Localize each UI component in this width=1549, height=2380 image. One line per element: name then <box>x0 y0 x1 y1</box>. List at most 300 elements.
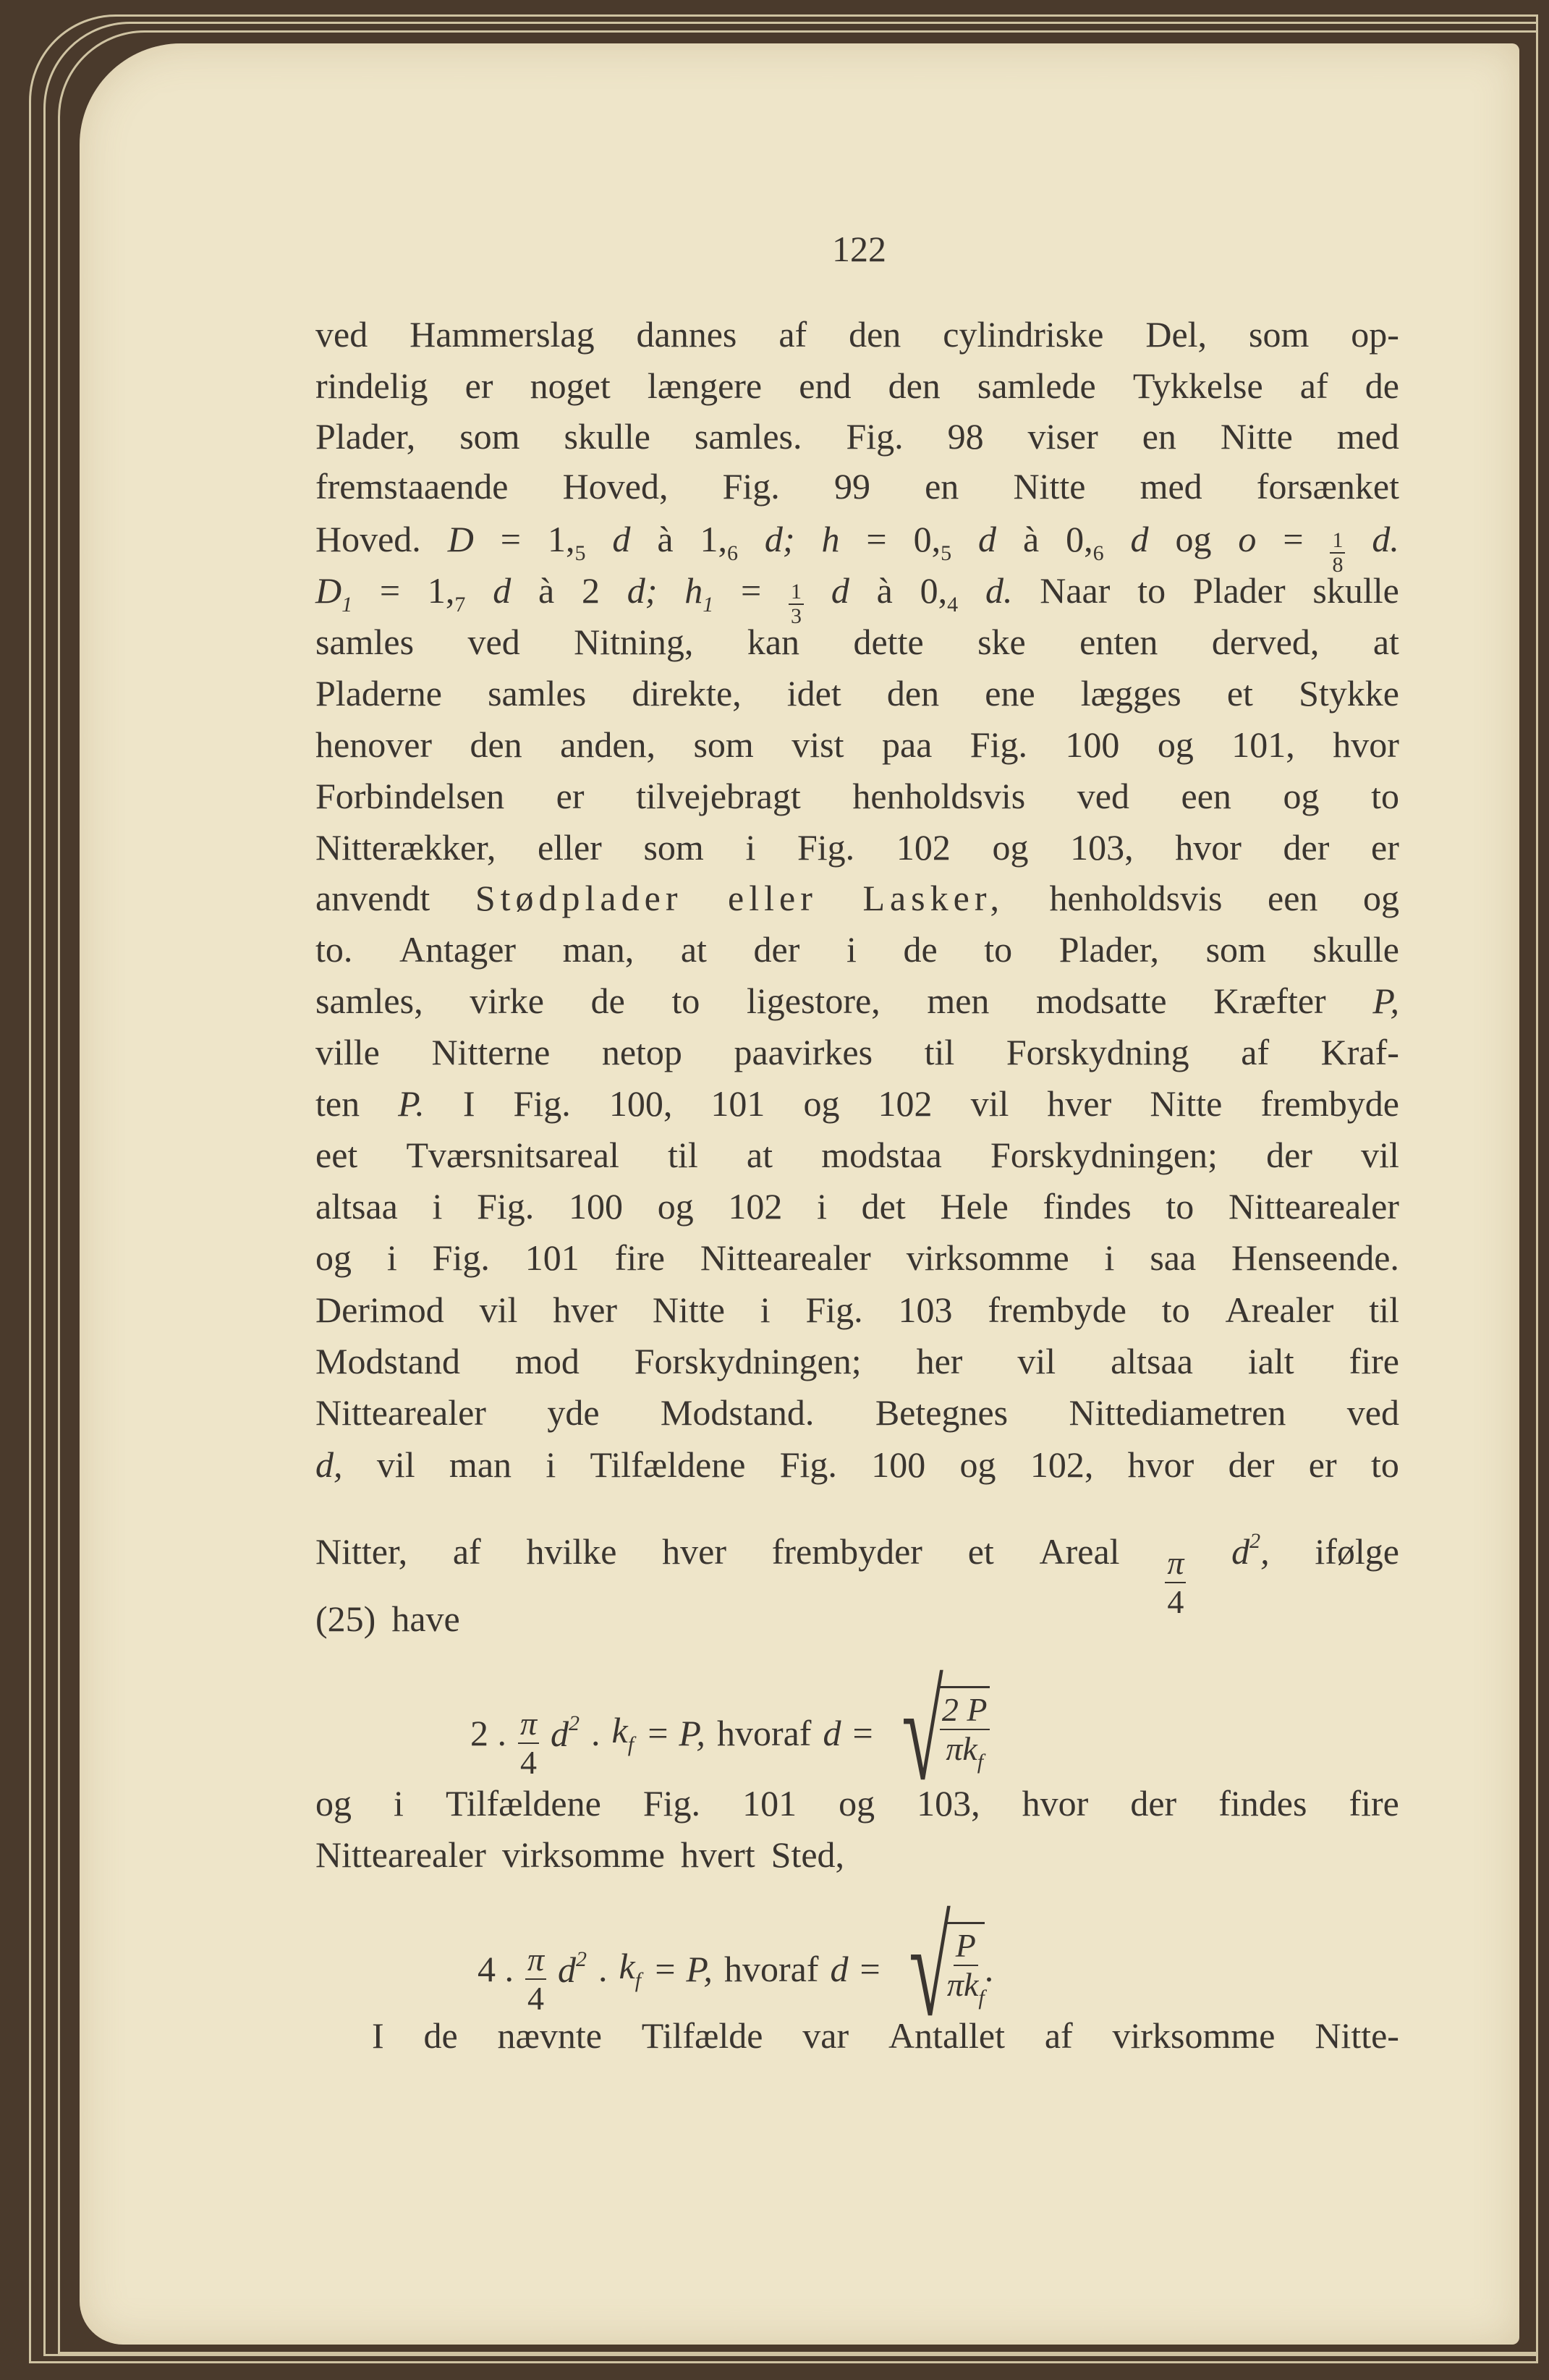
subscript: 7 <box>454 593 466 617</box>
word: og <box>1175 519 1212 559</box>
word: virke <box>470 981 544 1021</box>
word: og <box>1362 878 1399 918</box>
exponent: 2 <box>569 1711 580 1735</box>
word: og <box>992 827 1029 868</box>
word: modsatte <box>1036 981 1167 1021</box>
word: Fig. <box>846 416 904 457</box>
math-token: d; <box>764 519 795 559</box>
word: 101 <box>525 1237 580 1278</box>
subscript: f <box>635 1968 642 1992</box>
d: d <box>830 1949 849 1989</box>
word: ved <box>467 622 520 662</box>
word: 100 <box>1065 724 1120 765</box>
math-token: $0,_5$ <box>913 519 952 565</box>
math-token: $0,_4$ <box>920 570 959 617</box>
word: (25) <box>315 1598 376 1639</box>
word: længere <box>647 365 763 406</box>
word: i <box>432 1186 443 1227</box>
math-token: $h_1$ <box>684 570 714 617</box>
word: 103 <box>898 1289 953 1330</box>
denominator <box>946 1730 983 1781</box>
word: viser <box>1027 416 1098 457</box>
word: frembyde <box>1260 1083 1399 1124</box>
word: og <box>1157 724 1194 765</box>
word: den <box>849 314 901 355</box>
word: 100 <box>569 1186 623 1227</box>
word: = <box>866 519 887 559</box>
text-line <box>315 617 1399 667</box>
word: fire <box>1349 1341 1399 1381</box>
word: end <box>799 365 852 406</box>
word: to. <box>315 929 353 970</box>
word: 103, <box>1070 827 1134 868</box>
word: 101, <box>1231 724 1295 765</box>
word: virksomme <box>906 1237 1069 1278</box>
word: og <box>959 1444 996 1485</box>
word: til <box>1369 1289 1399 1330</box>
word: hvor <box>1022 1783 1089 1824</box>
text-line <box>315 1130 1399 1180</box>
word: 103, <box>917 1783 980 1824</box>
denominator: 4 <box>520 1744 538 1781</box>
word: henholdsvis <box>852 776 1026 816</box>
math-token: d, <box>315 1444 343 1485</box>
word: hvilke <box>526 1531 617 1572</box>
word: hver <box>553 1289 618 1330</box>
word: de <box>590 981 625 1021</box>
word: I <box>372 2015 384 2056</box>
text-line <box>315 565 1399 628</box>
word: Tilfældene <box>590 1444 746 1485</box>
word: Forbindelsen <box>315 776 505 816</box>
word: den <box>470 724 522 765</box>
word: 102 <box>878 1083 933 1124</box>
math-token: d <box>493 570 512 611</box>
math-token: d; <box>627 570 658 611</box>
word: er <box>556 776 585 816</box>
subscript: 6 <box>1092 541 1104 565</box>
word: Plader, <box>315 416 416 457</box>
word: i <box>1104 1237 1115 1278</box>
word: Modstand <box>315 1341 460 1381</box>
word: Nittearealer <box>700 1237 871 1278</box>
numerator: P <box>954 1927 978 1966</box>
word: vil <box>970 1083 1009 1124</box>
word: 102 <box>728 1186 783 1227</box>
math-token: d <box>831 570 849 611</box>
word: er <box>1308 1444 1337 1485</box>
text-line <box>315 822 1399 873</box>
word: og <box>839 1783 875 1824</box>
math-token: eller <box>728 878 818 918</box>
word: 102 <box>896 827 951 868</box>
subscript: f <box>977 1749 984 1774</box>
word: Hoved, <box>562 466 669 507</box>
word: à <box>1022 519 1040 559</box>
word: virksomme <box>1112 2015 1276 2056</box>
math-token: d <box>612 519 631 559</box>
word: to <box>1161 1289 1190 1330</box>
word: rindelig <box>315 365 428 406</box>
word: at <box>1372 622 1399 662</box>
word: samlede <box>977 365 1096 406</box>
word: frembyde <box>988 1289 1126 1330</box>
word: frembyder <box>771 1531 922 1572</box>
d: d <box>558 1949 577 1990</box>
text-line <box>315 411 1399 462</box>
d-squared <box>558 1947 587 1991</box>
word: ene <box>985 673 1035 713</box>
radical-sign-icon: √ <box>909 1893 951 2045</box>
numerator: 2 P <box>940 1691 990 1730</box>
word: Fig. <box>477 1186 535 1227</box>
word: skulle <box>1312 570 1399 611</box>
word: vil <box>1361 1135 1399 1175</box>
word: 99 <box>833 466 870 507</box>
word: to <box>1137 570 1166 611</box>
word: Pladerne <box>315 673 442 713</box>
word: samles <box>488 673 587 713</box>
word: skulle <box>564 416 650 457</box>
word: af <box>1241 1032 1270 1072</box>
word: Fig. <box>642 1783 701 1824</box>
word: henholdsvis <box>1049 878 1223 918</box>
word: som <box>643 827 704 868</box>
equals-p: = P, <box>645 1713 705 1753</box>
word: af <box>778 314 807 355</box>
word: Del, <box>1145 314 1208 355</box>
word: Forskydningen; <box>634 1341 862 1381</box>
text-line <box>315 719 1399 770</box>
text-line <box>315 1593 1399 1644</box>
word: ville <box>315 1032 380 1072</box>
page-number: 122 <box>832 229 886 269</box>
word: à <box>538 570 555 611</box>
word: 2 <box>582 570 600 611</box>
word: à <box>657 519 674 559</box>
text-line <box>315 514 1399 577</box>
word: ske <box>977 622 1026 662</box>
radical-sign-icon: √ <box>901 1657 943 1809</box>
period: . <box>984 1949 994 1989</box>
d-squared <box>551 1711 580 1755</box>
math-token: $0,_6$ <box>1066 519 1104 565</box>
word: modstaa <box>821 1135 942 1175</box>
text-line <box>315 461 1399 512</box>
word: saa <box>1150 1237 1197 1278</box>
word: henover <box>315 724 433 765</box>
word: Fig. <box>513 1083 571 1124</box>
text-line <box>315 309 1399 360</box>
word: have <box>391 1598 460 1639</box>
word: Nitning, <box>574 622 694 662</box>
denominator: 3 <box>791 604 802 628</box>
word: Forskydning <box>1006 1032 1189 1072</box>
dot: . <box>598 1949 608 1989</box>
word: Derimod <box>315 1289 444 1330</box>
math-token: D <box>447 519 474 559</box>
word: lægges <box>1080 673 1181 713</box>
word: og <box>657 1186 694 1227</box>
numerator: π <box>518 1705 539 1744</box>
text-line <box>315 924 1399 975</box>
word: Fig. <box>779 1444 837 1485</box>
word: hver <box>662 1531 726 1572</box>
math-token: $1,_7$ <box>427 570 466 617</box>
math-token: Lasker, <box>862 878 1004 918</box>
word: forsænket <box>1256 466 1399 507</box>
word: I <box>462 1083 475 1124</box>
word: af <box>452 1531 481 1572</box>
math-token: $D_1$ <box>315 570 353 617</box>
word: 102, <box>1030 1444 1094 1485</box>
punctuation: , <box>1260 1531 1270 1572</box>
word: samles. <box>694 416 802 457</box>
word: een <box>1268 878 1318 918</box>
math-token: d <box>1130 519 1149 559</box>
word: samles, <box>315 981 423 1021</box>
word: Kræfter <box>1213 981 1326 1021</box>
word: hver <box>1047 1083 1112 1124</box>
word: Modstand. <box>660 1392 815 1433</box>
exponent: 2 <box>576 1947 587 1971</box>
k: k <box>611 1710 628 1750</box>
word: i <box>745 827 756 868</box>
word: eller <box>537 827 602 868</box>
word: Antallet <box>888 2015 1005 2056</box>
math-token: h <box>821 519 840 559</box>
word: af <box>1299 365 1328 406</box>
k-f <box>612 1709 635 1757</box>
word: netop <box>601 1032 682 1072</box>
word: à <box>876 570 893 611</box>
word: i <box>760 1289 771 1330</box>
word: Kraf- <box>1320 1032 1399 1072</box>
word: at <box>680 929 707 970</box>
word: vil <box>479 1289 518 1330</box>
word: Plader <box>1192 570 1286 611</box>
word: to <box>1166 1186 1194 1227</box>
word: Nittearealer <box>315 1834 486 1875</box>
word: paavirkes <box>734 1032 873 1072</box>
word: tilvejebragt <box>636 776 801 816</box>
fraction <box>940 1691 990 1781</box>
word: og <box>315 1237 352 1278</box>
word: Hele <box>940 1186 1009 1227</box>
word: direkte, <box>632 673 742 713</box>
word: her <box>916 1341 963 1381</box>
text-line <box>315 975 1399 1026</box>
hvoraf: hvoraf <box>716 1713 812 1753</box>
word: og <box>315 1783 352 1824</box>
word: to <box>984 929 1013 970</box>
word: Areal <box>1039 1531 1120 1572</box>
word: i <box>386 1237 397 1278</box>
word: = <box>500 519 521 559</box>
math-token: P, <box>1372 981 1399 1021</box>
text-line <box>315 1027 1399 1077</box>
word: Nitte- <box>1315 2015 1399 2056</box>
word: Henseende. <box>1231 1237 1399 1278</box>
coefficient: 4 . <box>478 1949 514 1989</box>
word: Tværsnitsareal <box>406 1135 619 1175</box>
word: = <box>1283 519 1304 559</box>
word: de <box>903 929 938 970</box>
word: eet <box>315 1135 358 1175</box>
word: Nitterne <box>431 1032 551 1072</box>
numerator: 1 <box>1330 529 1345 554</box>
word: Nitte <box>1220 416 1293 457</box>
word: skulle <box>1312 929 1399 970</box>
denominator: 4 <box>527 1980 545 2017</box>
word: at <box>746 1135 773 1175</box>
word: to <box>671 981 700 1021</box>
word: ved <box>1346 1392 1399 1433</box>
word: de <box>423 2015 458 2056</box>
word: op- <box>1351 314 1399 355</box>
subscript: f <box>627 1732 635 1756</box>
word: et <box>1226 673 1253 713</box>
word: 101 <box>710 1083 765 1124</box>
word: med <box>1140 466 1202 507</box>
word: Nitter, <box>315 1531 408 1572</box>
word: som <box>1249 314 1310 355</box>
word: Nitte <box>652 1289 725 1330</box>
word: ligestore, <box>747 981 880 1021</box>
word: den <box>888 365 941 406</box>
text-line <box>315 771 1399 821</box>
text-line <box>315 873 1399 923</box>
word: Fig. <box>805 1289 863 1330</box>
fraction <box>947 1927 985 2017</box>
word: til <box>668 1135 698 1175</box>
word: een <box>1181 776 1231 816</box>
word: Fig. <box>969 724 1027 765</box>
word: Fig. <box>797 827 855 868</box>
text-line <box>315 1078 1399 1129</box>
word: 101 <box>742 1783 797 1824</box>
word: derved, <box>1211 622 1320 662</box>
word: Nittearealer <box>1228 1186 1399 1227</box>
word: anvendt <box>315 878 430 918</box>
word: med <box>1336 416 1399 457</box>
word: der <box>1266 1135 1312 1175</box>
math-token: d. <box>985 570 1013 611</box>
subscript: 6 <box>726 541 738 565</box>
text-line <box>315 1181 1399 1232</box>
word: = <box>741 570 762 611</box>
word: Arealer <box>1225 1289 1334 1330</box>
word: Sted, <box>771 1834 845 1875</box>
word: noget <box>530 365 611 406</box>
word: fremstaaende <box>315 466 509 507</box>
word: nævnte <box>497 2015 602 2056</box>
word: paa <box>881 724 933 765</box>
word: Betegnes <box>875 1392 1009 1433</box>
word: vil <box>376 1444 415 1485</box>
word: Nittediametren <box>1069 1392 1286 1433</box>
word: er <box>1371 827 1399 868</box>
word: vil <box>1017 1341 1056 1381</box>
word: virksomme <box>501 1834 665 1875</box>
pi-k: πk <box>946 1965 979 2003</box>
text-line <box>315 1336 1399 1386</box>
text-line <box>315 360 1399 411</box>
equals-p: = P, <box>653 1949 713 1989</box>
equals: = <box>860 1949 880 1989</box>
denominator: 8 <box>1332 553 1344 577</box>
word: fire <box>1349 1783 1399 1824</box>
word: til <box>924 1032 955 1072</box>
equals: = <box>852 1713 873 1753</box>
word: Stykke <box>1299 673 1399 713</box>
word: der <box>1130 1783 1177 1824</box>
d: d <box>823 1713 841 1753</box>
word: men <box>927 981 990 1021</box>
word: Hoved. <box>315 519 421 559</box>
word: som <box>459 416 520 457</box>
word: Tilfælde <box>641 2015 763 2056</box>
word: og <box>1283 776 1320 816</box>
word: i <box>546 1444 556 1485</box>
math-token: d <box>978 519 996 559</box>
text-line <box>315 1232 1399 1283</box>
word: man <box>449 1444 512 1485</box>
word: fire <box>614 1237 665 1278</box>
word: ifølge <box>1315 1531 1399 1572</box>
word: der <box>1228 1444 1275 1485</box>
word: i <box>817 1186 827 1227</box>
math-token: $d^2$, <box>1231 1529 1270 1572</box>
superscript: 2 <box>1249 1529 1261 1553</box>
word: 100 <box>871 1444 926 1485</box>
word: af <box>1044 2015 1073 2056</box>
denominator: 4 <box>1167 1583 1184 1620</box>
word: Fig. <box>722 466 780 507</box>
word: dette <box>853 622 924 662</box>
word: altsaa <box>1111 1341 1193 1381</box>
word: der <box>753 929 800 970</box>
word: mod <box>514 1341 580 1381</box>
word: kan <box>747 622 800 662</box>
word: altsaa <box>315 1186 398 1227</box>
word: en <box>1142 416 1176 457</box>
math-token: P. <box>398 1083 425 1124</box>
word: findes <box>1218 1783 1307 1824</box>
word: Nitte <box>1013 466 1086 507</box>
word: det <box>861 1186 906 1227</box>
word: samles <box>315 622 415 662</box>
word: Tykkelse <box>1132 365 1263 406</box>
word: et <box>967 1531 994 1572</box>
word: 100, <box>608 1083 673 1124</box>
word: hvert <box>680 1834 755 1875</box>
word: = <box>379 570 401 611</box>
subscript: 5 <box>941 541 952 565</box>
math-token: d. <box>1372 519 1399 559</box>
word: ved <box>1077 776 1129 816</box>
word: idet <box>786 673 841 713</box>
text-line <box>315 1387 1399 1438</box>
word: Nittearealer <box>315 1392 486 1433</box>
word: Nitterækker, <box>315 827 496 868</box>
word: som <box>1205 929 1266 970</box>
word: anden, <box>560 724 656 765</box>
word: hvor <box>1333 724 1399 765</box>
word: de <box>1365 365 1399 406</box>
word: en <box>925 466 959 507</box>
word: Hammerslag <box>409 314 595 355</box>
